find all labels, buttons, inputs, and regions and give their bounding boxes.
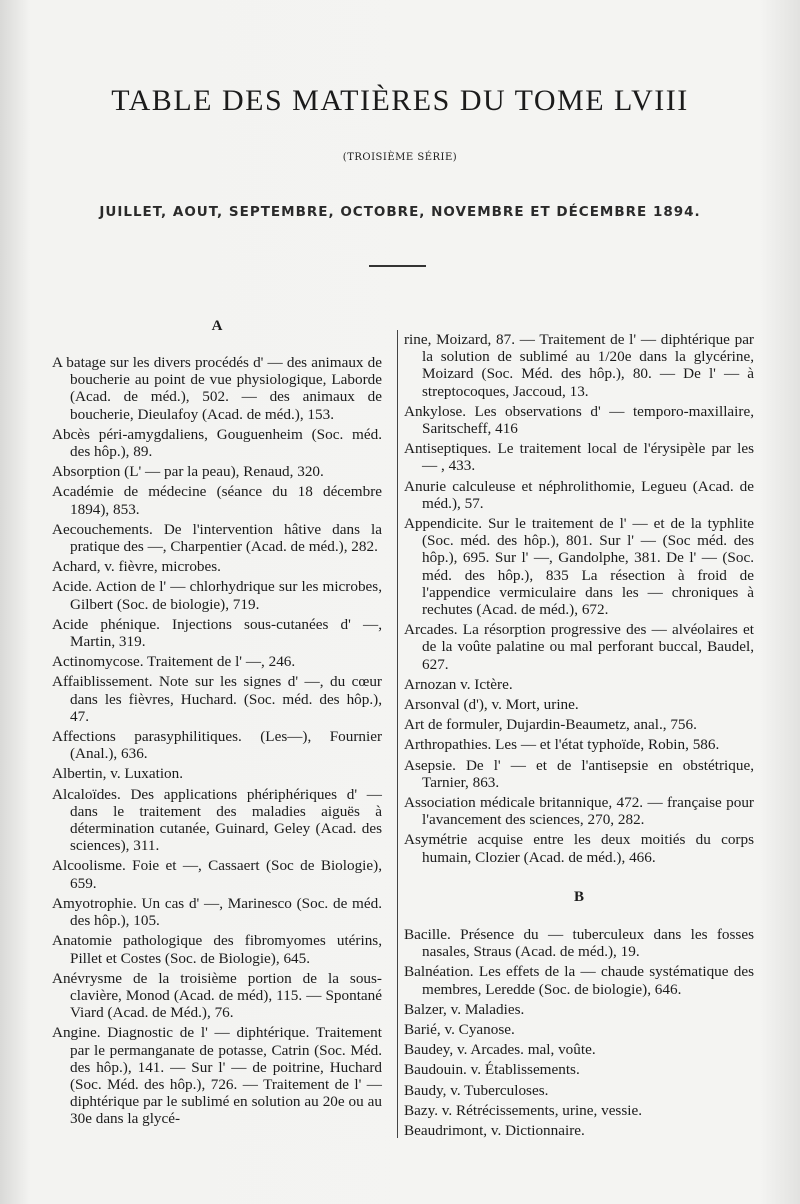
index-entry: Anurie calculeuse et néphrolithomie, Legueu (Acad. de méd.), 57.	[404, 477, 754, 512]
index-entry: Abcès péri-amygdaliens, Gouguenheim (Soc. méd. des hôp.), 89.	[52, 425, 382, 461]
index-entry: Antiseptiques. Le traitement local de l'érysipèle par les — , 433.	[404, 440, 754, 475]
index-entry: Baudy, v. Tuberculoses.	[404, 1081, 549, 1099]
index-entry: Achard, v. fièvre, microbes.	[52, 558, 221, 576]
section-letter-a: A	[211, 318, 223, 334]
index-entry: Baudouin. v. Établissements.	[404, 1061, 580, 1079]
series-subtitle: (TROISIÈME SÉRIE)	[342, 152, 458, 163]
index-entry: Alcoolisme. Foie et —, Cassaert (Soc de Biologie), 659.	[52, 857, 382, 892]
index-entry: Affections parasyphilitiques. (Les—), Fournier (Anal.), 636.	[52, 728, 382, 763]
index-entry: Aecouchements. De l'intervention hâtive dans la pratique des —, Charpentier (Acad. de méd.), 282.	[52, 520, 382, 556]
column-divider	[397, 330, 398, 1138]
title-rule	[369, 265, 426, 267]
index-entry: Alcaloïdes. Des applications phériphériques d' — dans le traitement des maladies aiguës à détermination cutanée, Guinard, Geley (Acad. des sciences), 311.	[52, 785, 382, 855]
index-entry: Balzer, v. Maladies.	[404, 1000, 525, 1018]
index-entry: Acide. Action de l' — chlorhydrique sur les microbes, Gilbert (Soc. de biologie), 719.	[52, 578, 382, 613]
index-entry: Barié, v. Cyanose.	[404, 1020, 515, 1038]
page-title: TABLE DES MATIÈRES DU TOME LVIII	[111, 84, 689, 117]
index-entry: Albertin, v. Luxation.	[52, 765, 184, 783]
index-entry: Baudey, v. Arcades. mal, voûte.	[404, 1041, 596, 1059]
right-column	[404, 331, 754, 1142]
index-entry: Balnéation. Les effets de la — chaude systématique des membres, Leredde (Soc. de biologie), 646.	[404, 963, 754, 998]
index-entry: Angine. Diagnostic de l' — diphtérique. Traitement par le permanganate de potasse, Catrin (Soc. Méd. des hôp.), 141. — Sur l' — de poitrine, Huchard (Soc. Méd. des hôp.), 726. — Traitement de l' — diphtérique par le sublimé en solution au 20e ou au 30e dans la glycé-	[52, 1024, 382, 1128]
index-entry: Absorption (L' — par la peau), Renaud, 320.	[52, 463, 324, 481]
index-entry: Asepsie. De l' — et de l'antisepsie en obstétrique, Tarnier, 863.	[404, 756, 754, 791]
index-entry: rine, Moizard, 87. — Traitement de l' — diphtérique par la solution de sublimé au 1/20e dans la glycérine, Moizard (Soc. Méd. des hôp.), 80. — De l' — à streptocoques, Jaccoud, 13.	[404, 331, 754, 400]
index-entry: Beaudrimont, v. Dictionnaire.	[404, 1121, 585, 1139]
index-entry: Arcades. La résorption progressive des — alvéolaires et de la voûte palatine ou mal perforant buccal, Baudel, 627.	[404, 621, 754, 673]
index-entry: Académie de médecine (séance du 18 décembre 1894), 853.	[52, 483, 382, 518]
index-entry: Arthropathies. Les — et l'état typhoïde, Robin, 586.	[404, 736, 720, 754]
index-entry: Actinomycose. Traitement de l' —, 246.	[52, 653, 296, 671]
index-entry: Arnozan v. Ictère.	[404, 675, 513, 693]
index-entry: Affaiblissement. Note sur les signes d' —, du cœur dans les fièvres, Huchard. (Soc. méd. des hôp.), 47.	[52, 673, 382, 725]
period-heading: JUILLET, AOUT, SEPTEMBRE, OCTOBRE, NOVEMBRE ET DÉCEMBRE 1894.	[99, 204, 701, 220]
index-entry: Asymétrie acquise entre les deux moitiés du corps humain, Clozier (Acad. de méd.), 466.	[404, 831, 754, 866]
index-entry: Acide phénique. Injections sous-cutanées d' —, Martin, 319.	[52, 615, 382, 651]
section-gap	[404, 869, 754, 889]
index-entry: Bacille. Présence du — tuberculeux dans les fosses nasales, Straus (Acad. de méd.), 19.	[404, 925, 754, 961]
index-entry: Appendicite. Sur le traitement de l' — et de la typhlite (Soc. méd. des hôp.), 801. Sur l' — (Soc méd. des hôp.), 695. Sur l' —, Gandolphe, 381. De l' — (Soc. méd. des hôp.), 835 La résection à froid de l'appendice vermiculaire dans les — chroniques à rechutes (Acad. de méd.), 672.	[404, 515, 754, 619]
left-column	[52, 318, 382, 1131]
index-entry: Art de formuler, Dujardin-Beaumetz, anal., 756.	[404, 716, 697, 734]
index-entry: Arsonval (d'), v. Mort, urine.	[404, 696, 579, 714]
index-entry: Amyotrophie. Un cas d' —, Marinesco (Soc. de méd. des hôp.), 105.	[52, 894, 382, 930]
index-entry: Anévrysme de la troisième portion de la sous-clavière, Monod (Acad. de méd), 115. — Spontané Viard (Acad. de Méd.), 76.	[52, 969, 382, 1022]
section-letter-b: B	[573, 888, 584, 905]
index-entry: Association médicale britannique, 472. — française pour l'avancement des sciences, 270, 282.	[404, 794, 754, 829]
index-entry: Bazy. v. Rétrécissements, urine, vessie.	[404, 1101, 643, 1119]
index-entry: Anatomie pathologique des fibromyomes utérins, Pillet et Costes (Soc. de Biologie), 645.	[52, 932, 382, 967]
index-entry: Ankylose. Les observations d' — temporo-maxillaire, Saritscheff, 416	[404, 402, 754, 438]
index-entry: A batage sur les divers procédés d' — des animaux de boucherie au point de vue physiologique, Laborde (Acad. de méd.), 502. — des animaux de boucherie, Dieulafoy (Acad. de méd.), 153.	[52, 354, 382, 423]
